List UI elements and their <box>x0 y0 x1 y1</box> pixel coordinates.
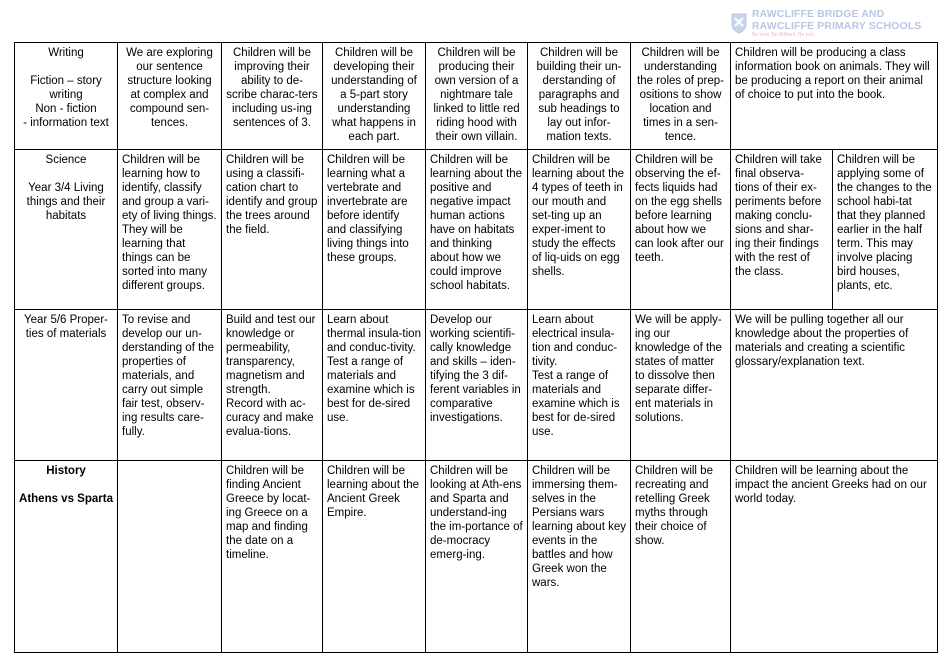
table-cell: Children will take final observa-tions of their ex-periments before making conclu-sions and shar-ing their findings with the rest of the class. <box>731 150 833 310</box>
school-name-line1: RAWCLIFFE BRIDGE AND <box>752 8 885 20</box>
subject-history: History Athens vs Sparta <box>15 461 118 653</box>
table-cell: Children will be developing their understanding of a 5-part story understanding what happens in each part. <box>323 43 426 150</box>
school-crest-icon <box>730 12 748 34</box>
table-cell: We are exploring our sentence structure looking at complex and compound sen-tences. <box>118 43 222 150</box>
table-cell: Children will be looking at Ath-ens and Sparta and understand-ing the im-portance of de-mocracy emerg-ing. <box>426 461 528 653</box>
table-cell: Children will be recreating and retelling Greek myths through their choice of show. <box>631 461 731 653</box>
table-cell: Children will be learning about the impact the ancient Greeks had on our world today. <box>731 461 938 653</box>
curriculum-plan-table <box>14 42 938 653</box>
school-name-line2: RAWCLIFFE PRIMARY SCHOOLS <box>752 20 922 32</box>
table-cell: Children will be producing their own version of a nightmare tale linked to little red riding hood with their own villain. <box>426 43 528 150</box>
table-cell <box>118 461 222 653</box>
table-cell: Children will be using a classifi-cation chart to identify and group the trees around the field. <box>222 150 323 310</box>
table-cell: Children will be applying some of the changes to the school habi-tat that they planned earlier in the half term. This may involve placing bird houses, plants, etc. <box>833 150 938 310</box>
table-cell: Children will be producing a class information book on animals. They will be producing a report on their animal of choice to put into the book. <box>731 43 938 150</box>
table-cell: To revise and develop our un-derstanding of the properties of materials, and carry out simple fair test, observ-ing results care-fully. <box>118 310 222 461</box>
table-cell: Children will be learning about the positive and negative impact human actions have on habitats and thinking about how we could improve school habitats. <box>426 150 528 310</box>
table-row-science <box>15 150 938 310</box>
table-cell: Children will be building their un-derstanding of paragraphs and sub headings to lay out infor-mation texts. <box>528 43 631 150</box>
table-cell: We will be apply-ing our knowledge of the states of matter to dissolve then separate differ-ent materials in solutions. <box>631 310 731 461</box>
subject-science: Science Year 3/4 Living things and their habitats <box>15 150 118 310</box>
table-cell: Children will be improving their ability to de-scribe charac-ters including us-ing sentences of 3. <box>222 43 323 150</box>
table-cell: Children will be immersing them-selves in the Persians wars learning about key events in the battles and how Greek won the wars. <box>528 461 631 653</box>
table-cell: Develop our working scientifi-cally knowledge and skills – iden-tifying the 3 dif-ferent variables in comparative investigations. <box>426 310 528 461</box>
table-cell: Build and test our knowledge or permeability, transparency, magnetism and strength. Record with ac-curacy and make evalua-tions. <box>222 310 323 461</box>
subject-writing: Writing Fiction – story writing Non - fiction - information text <box>15 43 118 150</box>
table-cell: Children will be learning about the 4 types of teeth in our mouth and set-ting up an exper-iment to study the effects of liq-uids on egg shells. <box>528 150 631 310</box>
table-cell: Learn about thermal insula-tion and conduc-tivity. Test a range of materials and examine which is best for de-sired use. <box>323 310 426 461</box>
table-cell: We will be pulling together all our knowledge about the properties of materials and creating a scientific glossary/explanation text. <box>731 310 938 461</box>
table-cell: Children will be understanding the roles of prep-ositions to show location and times in a sen-tence. <box>631 43 731 150</box>
table-row-materials <box>15 310 938 461</box>
table-cell: Children will be finding Ancient Greece by locat-ing Greece on a map and finding the date on a timeline. <box>222 461 323 653</box>
table-cell: Learn about electrical insula-tion and conduc-tivity. Test a range of materials and examine which is best for de-sired use. <box>528 310 631 461</box>
table-cell: Children will be learning how to identify, classify and group a vari-ety of living things. They will be learning that things can be sorted into many different groups. <box>118 150 222 310</box>
school-tagline: Be kind, Be Brilliant, Be you. <box>752 32 816 38</box>
table-row-writing <box>15 43 938 150</box>
table-cell: Children will be learning what a vertebrate and invertebrate are before identify and classifying living things into these groups. <box>323 150 426 310</box>
school-logo <box>730 8 921 38</box>
table-cell: Children will be observing the ef-fects liquids had on the egg shells before learning about how we can look after our teeth. <box>631 150 731 310</box>
table-row-history <box>15 461 938 653</box>
subject-materials: Year 5/6 Proper-ties of materials <box>15 310 118 461</box>
table-cell: Children will be learning about the Ancient Greek Empire. <box>323 461 426 653</box>
